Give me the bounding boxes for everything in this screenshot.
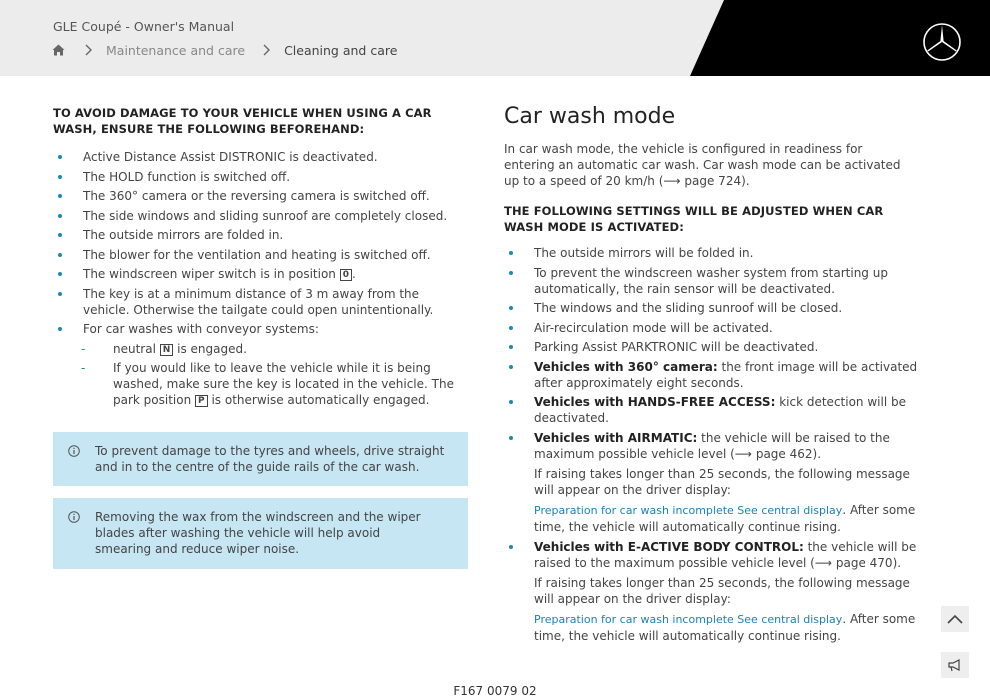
note-text: Removing the wax from the windscreen and the wiper blades after washing the vehicle will help avoid smearing and reduce wiper noise. [95,510,421,556]
info-icon [68,445,80,457]
settings-list [504,245,924,644]
list-item: The outside mirrors are folded in. [53,227,473,243]
wiper-text: The windscreen wiper switch is in position [83,267,336,281]
chevron-right-icon [83,44,93,56]
list-item: The windscreen wiper switch is in position 0 . [53,266,473,282]
sub-list-item: - neutral N is engaged. [81,341,247,356]
key-symbol: N [160,344,174,356]
sub-list-item: - If you would like to leave the vehicle while it is being washed, make sure the key is located in the vehicle. The park position P is otherwise automatically engaged. [81,361,454,407]
mercedes-star-icon[interactable] [922,22,962,62]
display-message: Preparation for car wash incomplete See central display [534,612,843,626]
chevron-up-icon [947,614,963,624]
display-message: Preparation for car wash incomplete See central display [534,503,843,517]
list-item: For car washes with conveyor systems: [53,321,473,337]
breadcrumb [52,42,397,58]
feedback-button[interactable] [941,652,969,678]
right-column [504,103,924,644]
info-icon [68,511,80,523]
note-text: To prevent damage to the tyres and wheels, drive straight and in to the centre of the guide rails of the car wash. [95,444,445,474]
footer-code: F167 0079 02 [453,684,537,698]
list-item: Vehicles with E-ACTIVE BODY CONTROL: the vehicle will be raised to the maximum possible vehicle level (⟶ page 470). If raising takes longer than 25 seconds, the following message will appear on the driver display: Preparation for car wash incomplete See central display. After some time, the vehicle will automatically continue rising. [504,539,924,644]
list-item: The HOLD function is switched off. [53,169,473,185]
key-symbol: P [195,395,208,407]
info-note [53,432,468,486]
list-item: Active Distance Assist DISTRONIC is deactivated. [53,149,473,165]
list-item: The windows and the sliding sunroof will be closed. [504,300,924,316]
breadcrumb-maintenance[interactable]: Maintenance and care [106,42,246,58]
home-icon[interactable] [52,44,65,56]
list-item: Vehicles with AIRMATIC: the vehicle will be raised to the maximum possible vehicle level (⟶ page 462). If raising takes longer than 25 seconds, the following message will appear on the driver display: Preparation for car wash incomplete See central display. After some time, the vehicle will automatically continue rising. [504,430,924,535]
manual-title: GLE Coupé - Owner's Manual [53,19,235,34]
list-item: To prevent the windscreen washer system from starting up automatically, the rain sensor will be deactivated. [504,265,924,297]
precondition-list [53,149,473,337]
section-title: Car wash mode [504,104,676,129]
list-item: Vehicles with HANDS-FREE ACCESS: kick detection will be deactivated. [504,394,924,426]
list-item: The key is at a minimum distance of 3 m away from the vehicle. Otherwise the tailgate could open unintentionally. [53,286,473,318]
list-item: The outside mirrors will be folded in. [504,245,924,261]
intro-paragraph: In car wash mode, the vehicle is configured in readiness for entering an automatic car wash. Car wash mode can be activated up to a speed of 20 km/h (⟶ page 724). [504,142,901,188]
list-item: The side windows and sliding sunroof are completely closed. [53,208,473,224]
warning-heading: TO AVOID DAMAGE TO YOUR VEHICLE WHEN USING A CAR WASH, ENSURE THE FOLLOWING BEFOREHAND: [53,106,432,136]
scroll-to-top-button[interactable] [941,606,969,632]
breadcrumb-current: Cleaning and care [284,42,398,58]
list-item: Air-recirculation mode will be activated. [504,320,924,336]
info-note [53,498,468,569]
list-item: Parking Assist PARKTRONIC will be deactivated. [504,339,924,355]
header-bar [0,0,990,76]
chevron-right-icon [261,44,271,56]
settings-heading: THE FOLLOWING SETTINGS WILL BE ADJUSTED WHEN CAR WASH MODE IS ACTIVATED: [504,204,884,234]
left-column [53,105,473,408]
list-item: Vehicles with 360° camera: the front image will be activated after approximately eight seconds. [504,359,924,391]
list-item: The 360° camera or the reversing camera is switched off. [53,188,473,204]
megaphone-icon [947,658,963,672]
list-item: The blower for the ventilation and heating is switched off. [53,247,473,263]
key-symbol: 0 [340,269,352,281]
